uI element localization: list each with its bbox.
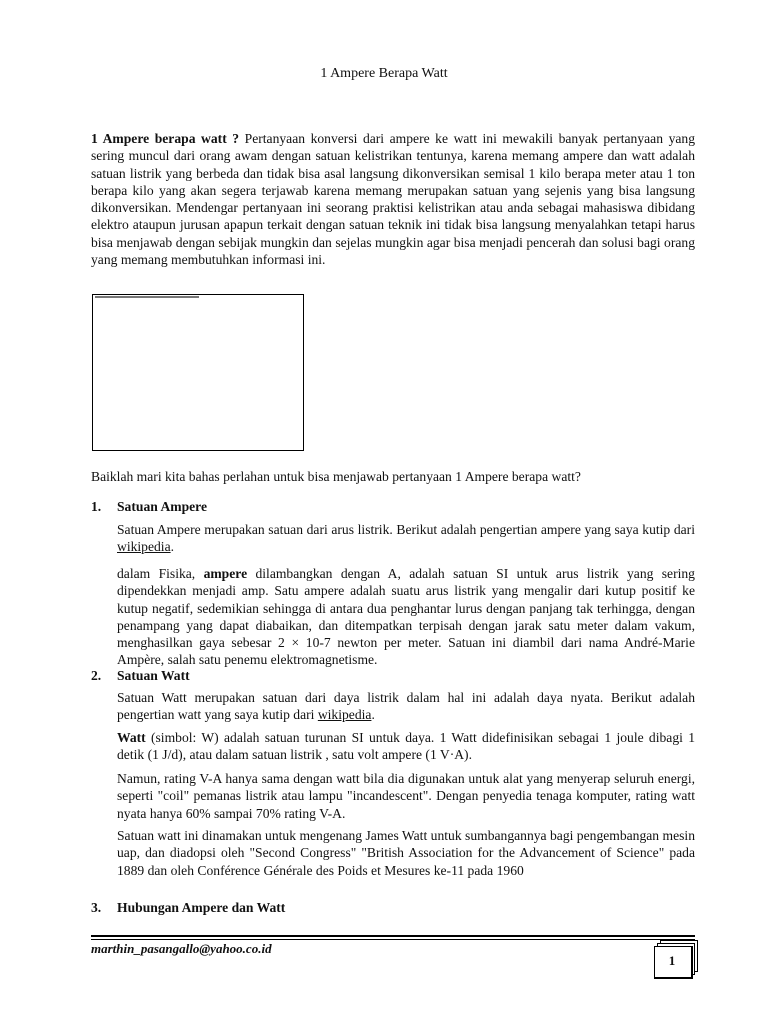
text-span: .	[170, 539, 175, 555]
lead-paragraph: Baiklah mari kita bahas perlahan untuk bisa menjawab pertanyaan 1 Ampere berapa watt?	[91, 469, 581, 484]
section-title: Hubungan Ampere dan Watt	[117, 900, 286, 915]
image-placeholder	[92, 294, 304, 451]
watt-paragraph-1	[117, 689, 695, 724]
section-title: Satuan Ampere	[117, 499, 208, 514]
page-number-badge	[652, 940, 696, 980]
text-span: Satuan Ampere merupakan satuan dari arus listrik. Berikut adalah pengertian ampere yang saya kutip dari	[117, 522, 695, 537]
section-number: 1.	[91, 499, 102, 514]
ampere-paragraph-1	[117, 521, 695, 556]
section-heading-ampere	[91, 499, 207, 515]
image-caption-line	[95, 296, 199, 298]
section-number: 3.	[91, 900, 102, 915]
ampere-bold-term: ampere	[203, 566, 248, 581]
wikipedia-link[interactable]: wikipedia	[117, 539, 171, 555]
watt-bold-term: Watt	[117, 730, 146, 745]
ampere-paragraph-2	[117, 565, 695, 669]
text-span: dilambangkan dengan A, adalah satuan SI untuk arus listrik yang sering dipendekkan menjadi amp. Satu ampere adalah suatu arus listrik yang mengalir dari kutup positif ke kutup negatif, sedemikian sehingga di antara dua penghantar lurus dengan panjang tak terhingga, dengan penampang yang dapat diabaikan, dan ditempatkan terpisah dengan jarak satu meter dalam vakum, menghasilkan gaya sebesar 2 × 10-7 newton per meter. Satuan ini diambil dari nama André-Marie Ampère, salah satu penemu elektromagnetisme.	[117, 566, 695, 668]
intro-paragraph	[91, 130, 695, 268]
section-heading-watt	[91, 668, 190, 684]
section-heading-hubungan	[91, 900, 285, 916]
footer-rule-thin	[91, 939, 695, 940]
footer-email: marthin_pasangallo@yahoo.co.id	[91, 941, 272, 956]
section-number: 2.	[91, 668, 102, 683]
wikipedia-link[interactable]: wikipedia	[317, 707, 372, 723]
text-span: .	[371, 707, 375, 723]
footer-rule-thick	[91, 935, 695, 937]
section-title: Satuan Watt	[117, 668, 190, 683]
document-title: 1 Ampere Berapa Watt	[320, 66, 448, 81]
watt-paragraph-3: Namun, rating V-A hanya sama dengan watt bila dia digunakan untuk alat yang menyerap seluruh energi, seperti "coil" pemanas listrik atau lampu "incandescent". Dengan penyedia tenaga komputer, rating watt nyata hanya 60% sampai 70% rating V-A.	[117, 771, 695, 821]
intro-lead-bold: 1 Ampere berapa watt ?	[91, 131, 240, 146]
page-number: 1	[668, 953, 676, 968]
text-span: (simbol: W) adalah satuan turunan SI untuk daya. 1 Watt didefinisikan sebagai 1 joule dibagi 1 detik (1 J/d), atau dalam satuan listrik , satu volt ampere (1 V·A).	[117, 730, 695, 763]
watt-paragraph-2	[117, 729, 695, 764]
watt-paragraph-4: Satuan watt ini dinamakan untuk mengenang James Watt untuk sumbangannya bagi pengembangan mesin uap, dan diadopsi oleh "Second Congress" "British Association for the Advancement of Science" pada 1889 dan oleh Conférence Générale des Poids et Mesures ke-11 pada 1960	[117, 828, 695, 878]
text-span: dalam Fisika,	[117, 566, 204, 581]
text-span: Satuan Watt merupakan satuan dari daya listrik dalam hal ini adalah daya nyata. Berikut adalah pengertian watt yang saya kutip dari	[117, 690, 695, 723]
intro-text: Pertanyaan konversi dari ampere ke watt ini mewakili banyak pertanyaan yang sering muncul dari orang awam dengan satuan kelistrikan tentunya, karena memang ampere dan watt adalah satuan listrik yang berbeda dan tidak bisa asal langsung dikonversikan semisal 1 kilo berapa meter atau 1 ton berapa kilo yang akan segera terjawab karena memang merupakan satuan yang sejenis yang bisa langsung dikonversikan. Mendengar pertanyaan ini seorang praktisi kelistrikan atau anda sebagai mahasiswa dibidang elektro ataupun jurusan apapun terkait dengan satuan teknik ini tidak bisa langsung menyalahkan tetapi harus bisa menjawab dengan sebijak mungkin dan sejelas mungkin agar bisa menjadi pencerah dan solusi bagi orang yang memang membutuhkan informasi ini.	[91, 131, 695, 268]
